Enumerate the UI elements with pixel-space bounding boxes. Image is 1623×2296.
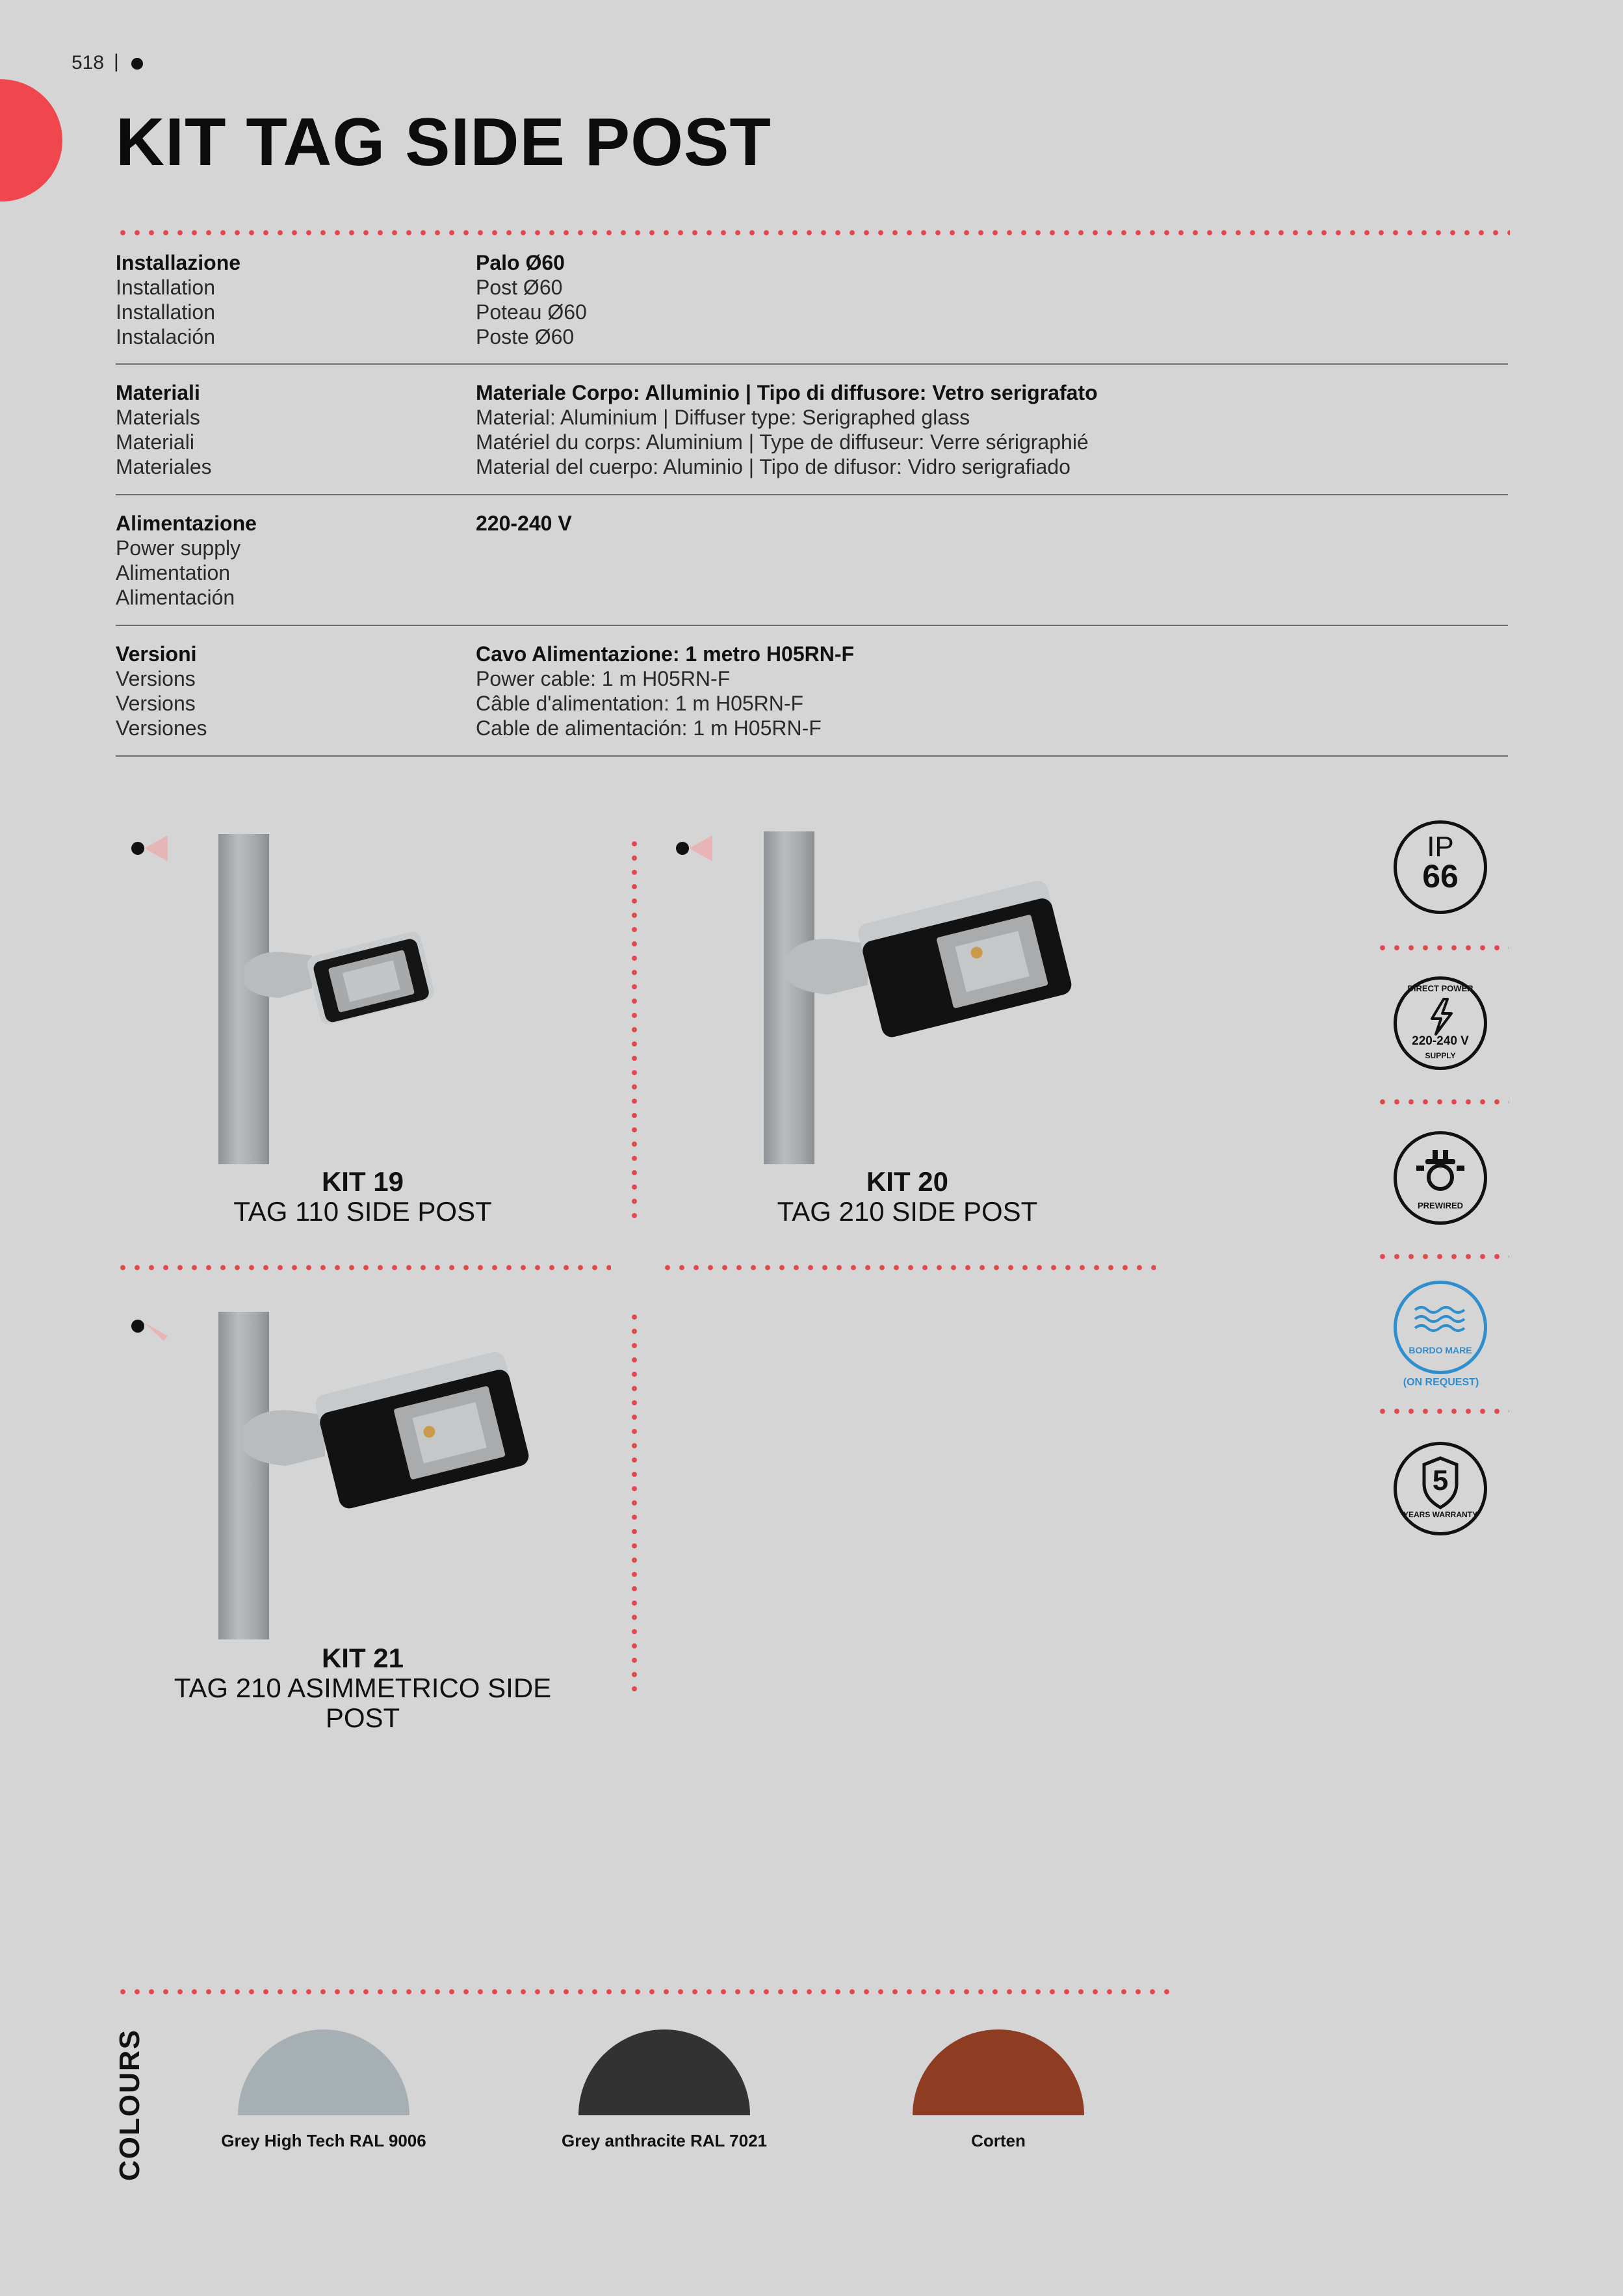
colours-heading: COLOURS <box>114 2029 146 2181</box>
luminaire-image <box>240 913 448 1037</box>
spec-value: 220-240 V <box>476 512 572 535</box>
spec-value: Palo Ø60 <box>476 251 565 274</box>
kit-bullet-icon <box>131 842 144 855</box>
spec-label: Instalación <box>116 325 215 348</box>
section-tab <box>0 79 62 202</box>
direct-power-badge <box>1394 976 1487 1070</box>
spec-label: Materials <box>116 406 200 429</box>
page-separator: | <box>114 51 119 72</box>
grid-divider-vertical <box>632 837 637 1227</box>
page-title: KIT TAG SIDE POST <box>116 105 772 180</box>
grid-divider-vertical <box>632 1310 637 1700</box>
page-number: 518 <box>71 52 105 73</box>
spec-value: Cavo Alimentazione: 1 metro H05RN-F <box>476 642 855 666</box>
grid-divider-horizontal <box>660 1265 1156 1270</box>
waves-icon <box>1397 1284 1484 1371</box>
light-beam-icon <box>144 832 170 865</box>
spec-label: Installation <box>116 300 215 324</box>
spec-value: Poteau Ø60 <box>476 300 587 324</box>
kit-name: TAG 210 SIDE POST <box>777 1196 1038 1227</box>
spec-value: Matériel du corps: Aluminium | Type de diffuseur: Verre sérigraphié <box>476 430 1089 454</box>
spec-label: Installazione <box>116 251 241 274</box>
grid-divider-horizontal <box>116 1265 611 1270</box>
ip-rating: 66 <box>1422 858 1459 894</box>
warranty-years: 5 <box>1432 1465 1449 1496</box>
colours-divider <box>116 1989 1172 1994</box>
kit-label <box>135 1167 590 1227</box>
ip-label: IP <box>1427 831 1454 863</box>
spec-row-materials <box>116 380 1508 495</box>
page-bullet-icon <box>131 58 143 70</box>
spec-value: Post Ø60 <box>476 276 563 299</box>
luminaire-image <box>783 871 1082 1040</box>
spec-label: Materiali <box>116 430 194 454</box>
bordo-mare-badge <box>1394 1281 1487 1374</box>
colour-name: Grey High Tech RAL 9006 <box>221 2131 426 2150</box>
colour-swatch <box>913 2029 1084 2115</box>
prewired-badge <box>1394 1131 1487 1225</box>
spec-label: Alimentazione <box>116 512 257 535</box>
colour-name: Grey anthracite RAL 7021 <box>562 2131 767 2150</box>
warranty-label: YEARS WARRANTY <box>1403 1510 1477 1519</box>
light-beam-icon <box>689 832 715 865</box>
spec-value: Material del cuerpo: Aluminio | Tipo de difusor: Vidro serigrafiado <box>476 455 1071 478</box>
spec-row-power-supply <box>116 511 1508 626</box>
spec-value: Materiale Corpo: Alluminio | Tipo di diffusore: Vetro serigrafato <box>476 381 1098 404</box>
title-divider <box>116 230 1510 235</box>
kit-label <box>680 1167 1135 1227</box>
spec-label: Versioni <box>116 642 197 666</box>
spec-label: Materiales <box>116 455 212 478</box>
on-request-note: (ON REQUEST) <box>1403 1377 1479 1388</box>
colour-swatch <box>238 2029 409 2115</box>
spec-label: Alimentation <box>116 561 231 584</box>
spec-row-installation <box>116 250 1508 365</box>
kit-code: KIT 19 <box>321 1166 404 1197</box>
kit-bullet-icon <box>676 842 689 855</box>
badge-divider <box>1375 1099 1509 1104</box>
light-beam-icon <box>144 1316 170 1342</box>
badge-divider <box>1375 1254 1509 1259</box>
power-value: 220-240 V <box>1412 1034 1469 1048</box>
spec-row-versions <box>116 642 1508 757</box>
ip66-badge <box>1394 820 1487 914</box>
luminaire-image <box>240 1342 539 1511</box>
power-arc-bottom: SUPPLY <box>1425 1051 1456 1060</box>
spec-value: Material: Aluminium | Diffuser type: Serigraphed glass <box>476 406 970 429</box>
badge-divider <box>1375 1409 1509 1414</box>
spec-value: Cable de alimentación: 1 m H05RN-F <box>476 716 822 740</box>
kit-name: TAG 110 SIDE POST <box>233 1196 492 1227</box>
spec-label: Versions <box>116 667 196 690</box>
bordo-mare-label: BORDO MARE <box>1409 1345 1472 1355</box>
spec-label: Versiones <box>116 716 207 740</box>
spec-value: Poste Ø60 <box>476 325 575 348</box>
colour-swatch <box>578 2029 750 2115</box>
spec-value: Power cable: 1 m H05RN-F <box>476 667 731 690</box>
spec-label: Installation <box>116 276 215 299</box>
colour-name: Corten <box>971 2131 1026 2150</box>
spec-value: Câble d'alimentation: 1 m H05RN-F <box>476 692 804 715</box>
badge-divider <box>1375 945 1509 950</box>
kit-code: KIT 21 <box>321 1643 404 1673</box>
kit-label <box>135 1643 590 1733</box>
spec-label: Alimentación <box>116 586 235 609</box>
spec-label: Materiali <box>116 381 200 404</box>
kit-bullet-icon <box>131 1320 144 1333</box>
power-arc-top: DIRECT POWER <box>1407 984 1474 993</box>
prewired-label: PREWIRED <box>1417 1201 1464 1210</box>
kit-name: TAG 210 ASIMMETRICO SIDE POST <box>174 1673 552 1733</box>
kit-code: KIT 20 <box>866 1166 949 1197</box>
spec-label: Power supply <box>116 536 241 560</box>
warranty-badge <box>1394 1442 1487 1535</box>
spec-label: Versions <box>116 692 196 715</box>
